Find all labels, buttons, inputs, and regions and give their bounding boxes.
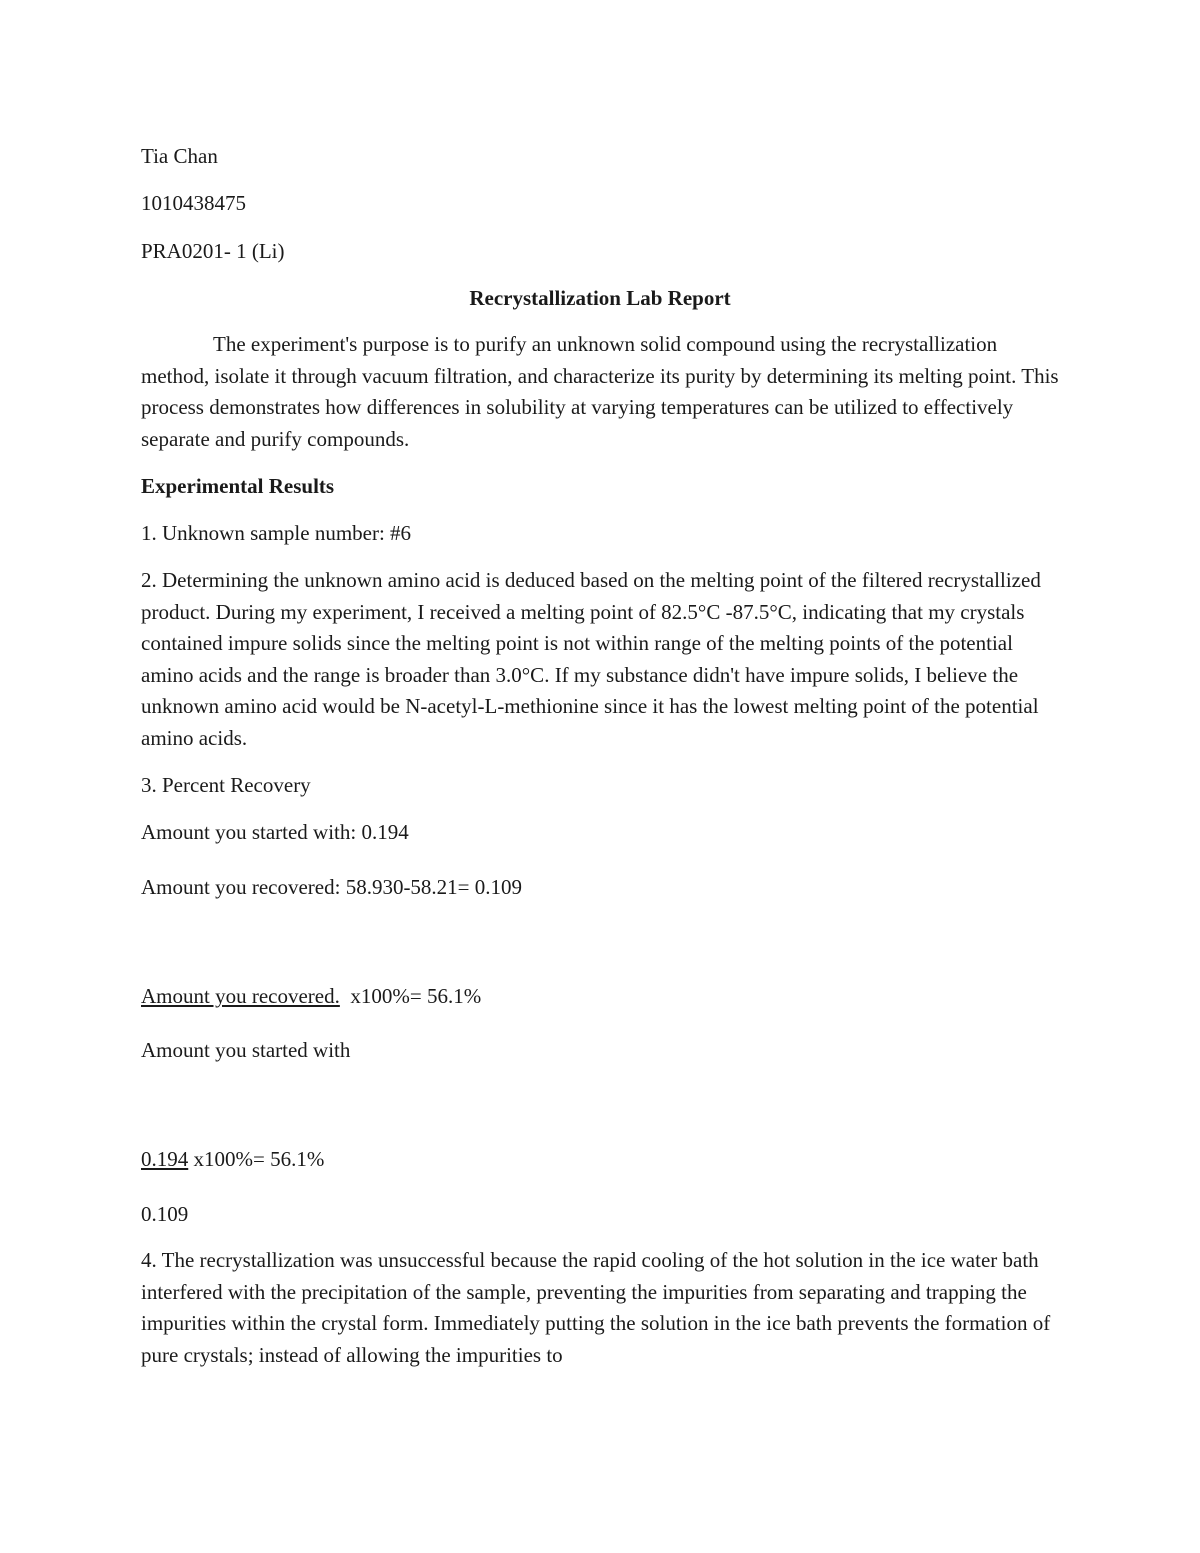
formula-numerator: Amount you recovered. [141,984,340,1008]
results-heading: Experimental Results [141,474,335,498]
amount-started: Amount you started with: 0.194 [141,820,409,844]
calc-multiplier: x100%= 56.1% [188,1147,325,1171]
result-item-2: 2. Determining the unknown amino acid is deduced based on the melting point of the filtered recrystallized product. During my experiment, I received a melting point of 82.5°C -87.5°C, indicating that my crystals contained impure solids since the melting point is not within range of the melting points of the potential amino acids and the range is broader than 3.0°C. If my substance didn't have impure solids, I believe the unknown amino acid would be N-acetyl-L-methionine since it has the lowest melting point of the potential amino acids. [141,568,1041,750]
report-title: Recrystallization Lab Report [469,286,731,310]
formula-multiplier: x100%= 56.1% [339,984,482,1008]
result-item-4: 4. The recrystallization was unsuccessful because the rapid cooling of the hot solution in the ice water bath interfered with the precipitation of the sample, preventing the impurities from separating and trapping the impurities within the crystal form. Immediately putting the solution in the ice bath prevents the formation of pure crystals; instead of allowing the impurities to [141,1248,1051,1367]
calc-denominator: 0.109 [141,1202,189,1226]
result-item-1: 1. Unknown sample number: #6 [141,521,412,545]
formula-denominator: Amount you started with [141,1038,351,1062]
calc-numerator-line [141,1147,324,1171]
amount-recovered: Amount you recovered: 58.930-58.21= 0.109 [141,875,523,899]
author-name: Tia Chan [141,144,218,168]
student-id: 1010438475 [141,191,246,215]
formula-numerator-line [141,984,481,1008]
course-section: PRA0201- 1 (Li) [141,239,285,263]
result-item-3-heading: 3. Percent Recovery [141,773,311,797]
calc-numerator: 0.194 [141,1147,189,1171]
intro-paragraph: The experiment's purpose is to purify an unknown solid compound using the recrystallization method, isolate it through vacuum filtration, and characterize its purity by determining its melting point. This process demonstrates how differences in solubility at varying temperatures can be utilized to effectively separate and purify compounds. [141,332,1059,451]
